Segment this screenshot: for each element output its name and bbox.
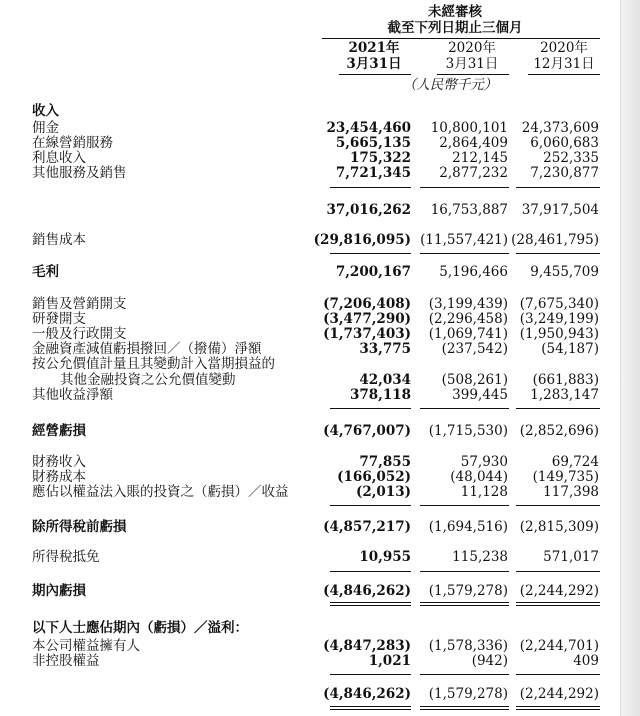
cell-2020q1: (1,579,278) xyxy=(428,686,508,702)
subtotal-rule xyxy=(420,253,509,254)
row-label: 在線營銷服務 xyxy=(32,135,113,151)
row-label: 財務收入 xyxy=(32,454,86,470)
subtotal-rule xyxy=(330,187,411,188)
row-label: 毛利 xyxy=(32,264,59,280)
col3-year: 2020年 xyxy=(540,40,588,56)
cell-2020q1: (48,044) xyxy=(450,469,508,485)
row-label: 財務成本 xyxy=(32,469,86,485)
cell-2021: (3,477,290) xyxy=(323,311,411,327)
cell-2020q4: 37,917,504 xyxy=(521,202,599,218)
cell-2021: (1,737,403) xyxy=(323,326,411,342)
cell-2021: 175,322 xyxy=(349,150,411,166)
col1-date: 3月31日 xyxy=(346,56,402,72)
cell-2021: (7,206,408) xyxy=(323,296,411,312)
row-label: 其他服務及銷售 xyxy=(32,165,127,181)
cell-2020q4: (2,244,701) xyxy=(519,638,599,654)
cell-2021: (2,013) xyxy=(355,484,411,500)
row-label: 除所得稅前虧損 xyxy=(32,519,127,535)
cell-2020q1: (508,261) xyxy=(441,372,508,388)
total-double-rule xyxy=(420,706,509,710)
cell-2020q1: 212,145 xyxy=(452,150,508,166)
cell-2020q1: (1,579,278) xyxy=(428,583,508,599)
subtotal-rule xyxy=(420,187,509,188)
section-attributable: 以下人士應佔期內（虧損）／溢利： xyxy=(32,620,248,636)
cell-2020q4: (2,244,292) xyxy=(519,686,599,702)
cell-2020q4: (1,950,943) xyxy=(519,326,599,342)
cell-2020q1: (237,542) xyxy=(441,341,508,357)
cell-2021: (29,816,095) xyxy=(313,232,411,248)
row-label: 銷售及營銷開支 xyxy=(32,296,127,312)
cell-2020q1: (1,715,530) xyxy=(428,423,508,439)
row-label: 期內虧損 xyxy=(32,583,86,599)
subtotal-rule xyxy=(516,674,600,675)
cell-2020q4: (28,461,795) xyxy=(511,232,599,248)
total-double-rule xyxy=(516,706,600,710)
cell-2021: 37,016,262 xyxy=(326,202,411,218)
subtotal-rule xyxy=(516,408,600,409)
subtotal-rule xyxy=(330,505,411,506)
row-label: 其他收益淨額 xyxy=(32,387,113,403)
row-label: 金融資產減值虧損撥回／（撥備）淨額 xyxy=(32,341,262,357)
col2-rule xyxy=(437,74,509,75)
cell-2020q4: (149,735) xyxy=(532,469,599,485)
subtotal-rule xyxy=(420,408,509,409)
cell-2020q1: (3,199,439) xyxy=(428,296,508,312)
cell-2020q1: 2,864,409 xyxy=(439,135,508,151)
cell-2020q1: 10,800,101 xyxy=(430,120,508,136)
cell-2020q4: 7,230,877 xyxy=(530,165,599,181)
total-double-rule xyxy=(420,602,509,606)
col3-date: 12月31日 xyxy=(533,56,595,72)
subtotal-rule xyxy=(330,408,411,409)
header-unaudited: 未經審核 xyxy=(428,4,482,20)
cell-2020q4: (2,815,309) xyxy=(519,519,599,535)
cell-2021: (4,767,007) xyxy=(323,423,411,439)
cell-2021: 10,955 xyxy=(359,549,411,565)
cell-2020q4: 252,335 xyxy=(543,150,599,166)
cell-2021: (4,847,283) xyxy=(323,638,411,654)
cell-2020q1: 57,930 xyxy=(460,454,508,470)
cell-2021: 42,034 xyxy=(359,372,411,388)
subtotal-rule xyxy=(516,253,600,254)
cell-2020q1: (942) xyxy=(471,653,508,669)
total-double-rule xyxy=(330,706,411,710)
cell-2020q4: 69,724 xyxy=(551,454,599,470)
cell-2021: (4,846,262) xyxy=(323,583,411,599)
cell-2021: (4,857,217) xyxy=(323,519,411,535)
cell-2021: 378,118 xyxy=(349,387,411,403)
unit-note: （人民幣千元） xyxy=(402,77,498,93)
row-label: 銷售成本 xyxy=(32,232,86,248)
cell-2020q4: (2,852,696) xyxy=(519,423,599,439)
cell-2021: 33,775 xyxy=(359,341,411,357)
cell-2020q1: (11,557,421) xyxy=(420,232,508,248)
row-label: 非控股權益 xyxy=(32,653,100,669)
row-label: 所得稅抵免 xyxy=(32,549,100,565)
subtotal-rule xyxy=(516,187,600,188)
subtotal-rule xyxy=(330,674,411,675)
subtotal-rule xyxy=(516,505,600,506)
cell-2021: (166,052) xyxy=(337,469,411,485)
col2-year: 2020年 xyxy=(448,40,496,56)
subtotal-rule xyxy=(420,674,509,675)
subtotal-rule xyxy=(420,505,509,506)
cell-2021: 5,665,135 xyxy=(335,135,411,151)
subtotal-rule xyxy=(420,571,509,572)
subtotal-rule xyxy=(330,253,411,254)
cell-2020q4: (7,675,340) xyxy=(519,296,599,312)
cell-2020q1: (1,069,741) xyxy=(428,326,508,342)
cell-2021: 7,721,345 xyxy=(335,165,411,181)
cell-2020q4: 24,373,609 xyxy=(521,120,599,136)
subtotal-rule xyxy=(330,571,411,572)
section-revenue: 收入 xyxy=(32,103,59,119)
cell-2021: 77,855 xyxy=(359,454,411,470)
page-edge xyxy=(620,0,640,716)
cell-2021: 23,454,460 xyxy=(326,120,411,136)
col1-year: 2021年 xyxy=(348,40,400,56)
cell-2020q4: 6,060,683 xyxy=(530,135,599,151)
total-double-rule xyxy=(330,602,411,606)
row-label: 利息收入 xyxy=(32,150,86,166)
cell-2020q4: 571,017 xyxy=(543,549,599,565)
cell-2020q4: (661,883) xyxy=(532,372,599,388)
cell-2020q1: (2,296,458) xyxy=(428,311,508,327)
total-double-rule xyxy=(516,602,600,606)
subtotal-rule xyxy=(516,571,600,572)
row-label: 一般及行政開支 xyxy=(32,326,127,342)
col1-rule xyxy=(339,74,411,75)
cell-2020q4: 409 xyxy=(573,653,599,669)
cell-2020q1: 399,445 xyxy=(452,387,508,403)
row-label: 本公司權益擁有人 xyxy=(32,638,140,654)
row-label: 佣金 xyxy=(32,120,59,136)
cell-2020q4: 9,455,709 xyxy=(530,264,599,280)
row-label: 研發開支 xyxy=(32,311,86,327)
col2-date: 3月31日 xyxy=(445,56,499,72)
cell-2020q4: (3,249,199) xyxy=(519,311,599,327)
cell-2020q4: 1,283,147 xyxy=(530,387,599,403)
cell-2020q1: 16,753,887 xyxy=(430,202,508,218)
cell-2021: 1,021 xyxy=(368,653,411,669)
cell-2020q4: (54,187) xyxy=(541,341,599,357)
header-rule xyxy=(322,38,600,39)
cell-2020q1: 115,238 xyxy=(452,549,508,565)
row-label: 經營虧損 xyxy=(32,423,86,439)
cell-2021: (4,846,262) xyxy=(323,686,411,702)
cell-2020q1: (1,694,516) xyxy=(428,519,508,535)
col3-rule xyxy=(528,74,600,75)
cell-2020q1: (1,578,336) xyxy=(428,638,508,654)
cell-2020q1: 11,128 xyxy=(460,484,508,500)
cell-2021: 7,200,167 xyxy=(335,264,411,280)
row-label-cont: 其他金融投資之公允價值變動 xyxy=(60,372,236,388)
cell-2020q1: 5,196,466 xyxy=(439,264,508,280)
header-period: 截至下列日期止三個月 xyxy=(387,20,523,36)
cell-2020q4: (2,244,292) xyxy=(519,583,599,599)
row-label: 按公允價值計量且其變動計入當期損益的 xyxy=(32,356,275,372)
cell-2020q4: 117,398 xyxy=(543,484,599,500)
cell-2020q1: 2,877,232 xyxy=(439,165,508,181)
row-label: 應佔以權益法入賬的投資之（虧損）／收益 xyxy=(32,484,289,500)
